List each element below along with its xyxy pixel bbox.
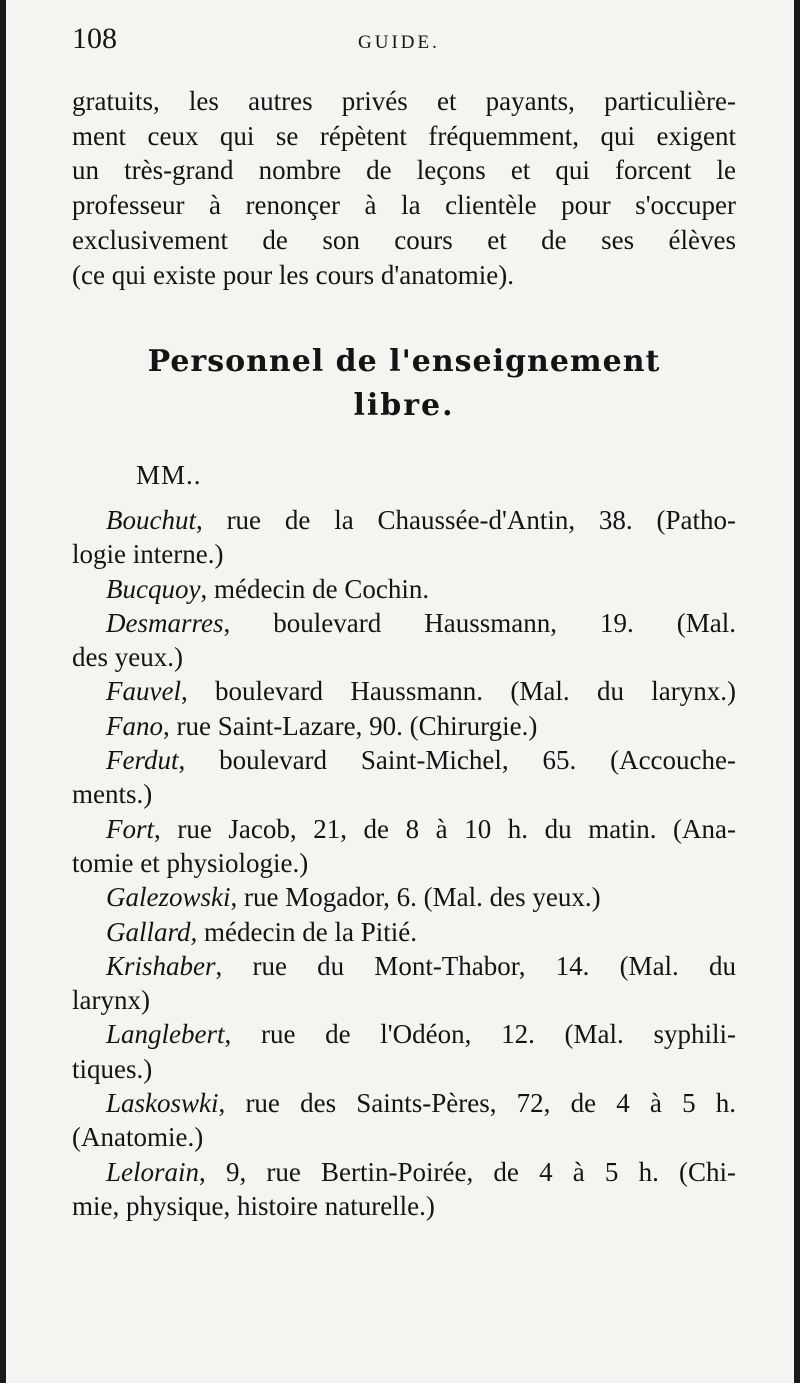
entry-line xyxy=(72,915,736,949)
entry-name: Langlebert xyxy=(106,1019,225,1050)
entry-line xyxy=(72,503,736,537)
list-item xyxy=(72,572,736,606)
page-number: 108 xyxy=(72,22,117,55)
entry-line: mie, physique, histoire naturelle.) xyxy=(72,1190,435,1221)
entry-text: , boulevard Haussmann. (Mal. du larynx.) xyxy=(180,676,736,707)
entry-text: , rue Saint-Lazare, 90. (Chirurgie.) xyxy=(163,710,538,741)
entry-name: Desmarres xyxy=(106,607,224,638)
entry-name: Fano xyxy=(106,710,163,741)
entry-name: Gallard, xyxy=(106,916,198,947)
entry-text: , médecin de Cochin. xyxy=(200,573,430,604)
list-item xyxy=(72,1017,736,1086)
intro-line: gratuits, les autres privés et payants, particulière- xyxy=(72,86,736,116)
salutation: MM.. xyxy=(136,460,202,490)
list-item xyxy=(72,674,736,708)
entry-name: Fauvel xyxy=(106,676,181,707)
entry-name: Bouchut xyxy=(106,505,196,535)
list-item xyxy=(72,812,736,881)
entry-name: Laskoswki xyxy=(106,1088,219,1119)
entry-name: Lelorain xyxy=(106,1156,200,1187)
page-header xyxy=(72,22,752,62)
entry-line xyxy=(72,572,736,606)
list-item xyxy=(72,915,736,949)
entry-line: ments.) xyxy=(72,779,153,810)
entry-line: tiques.) xyxy=(72,1053,153,1084)
intro-line: professeur à renonçer à la clientèle pour s'occuper xyxy=(72,190,736,221)
section-title xyxy=(72,340,736,428)
entry-text: , rue de l'Odéon, 12. (Mal. syphili- xyxy=(224,1019,736,1050)
entry-text: , rue des Saints-Pères, 72, de 4 à 5 h. xyxy=(218,1088,736,1119)
list-item xyxy=(72,743,736,812)
list-item xyxy=(72,606,736,675)
entry-line xyxy=(72,1017,736,1051)
entry-name: Fort xyxy=(106,813,155,844)
list-item xyxy=(72,880,736,914)
intro-line: exclusivement de son cours et de ses élèves xyxy=(72,224,736,255)
entry-line: des yeux.) xyxy=(72,642,183,673)
entry-line xyxy=(72,880,736,914)
section-title-line: libre. xyxy=(353,388,455,423)
intro-line: ment ceux qui se répètent fréquemment, qui exigent xyxy=(72,120,736,151)
intro-line: (ce qui existe pour les cours d'anatomie). xyxy=(72,259,514,290)
entry-name: Krishaber xyxy=(106,950,216,981)
entry-line xyxy=(72,743,736,777)
section-title-line: Personnel de l'enseignement xyxy=(147,344,661,379)
entry-line xyxy=(72,812,736,846)
list-item xyxy=(72,949,736,1018)
right-page-edge xyxy=(794,0,800,1383)
entry-text: , rue Jacob, 21, de 8 à 10 h. du matin. (Ana- xyxy=(154,813,736,844)
intro-paragraph xyxy=(72,84,736,292)
running-head: GUIDE. xyxy=(358,32,440,53)
teacher-list xyxy=(72,503,736,1223)
entry-text: , rue de la Chaussée-d'Antin, 38. (Patho- xyxy=(195,505,736,535)
entry-text: , rue du Mont-Thabor, 14. (Mal. du xyxy=(215,950,736,981)
entry-line xyxy=(72,949,736,983)
entry-text: médecin de la Pitié. xyxy=(197,916,417,947)
entry-line: tomie et physiologie.) xyxy=(72,847,309,878)
entry-line: logie interne.) xyxy=(72,539,224,570)
entry-line: larynx) xyxy=(72,985,150,1016)
entry-text: , 9, rue Bertin-Poirée, de 4 à 5 h. (Chi- xyxy=(199,1156,736,1187)
entry-text: , boulevard Saint-Michel, 65. (Accouche- xyxy=(178,745,736,776)
entry-name: Galezowski xyxy=(106,882,231,913)
list-item xyxy=(72,709,736,743)
entry-line: (Anatomie.) xyxy=(72,1122,204,1153)
entry-name: Bucquoy xyxy=(106,573,201,604)
list-item xyxy=(72,1086,736,1155)
entry-text: , rue Mogador, 6. (Mal. des yeux.) xyxy=(230,882,601,913)
entry-name: Ferdut xyxy=(106,745,179,776)
entry-line xyxy=(72,709,736,743)
entry-line xyxy=(72,1086,736,1120)
list-item xyxy=(72,1155,736,1224)
intro-line: un très-grand nombre de leçons et qui forcent le xyxy=(72,155,736,186)
entry-text: , boulevard Haussmann, 19. (Mal. xyxy=(223,607,736,638)
entry-line xyxy=(72,1155,736,1189)
entry-line xyxy=(72,606,736,640)
list-item xyxy=(72,503,736,572)
entry-line xyxy=(72,674,736,708)
left-page-edge xyxy=(0,0,6,1383)
